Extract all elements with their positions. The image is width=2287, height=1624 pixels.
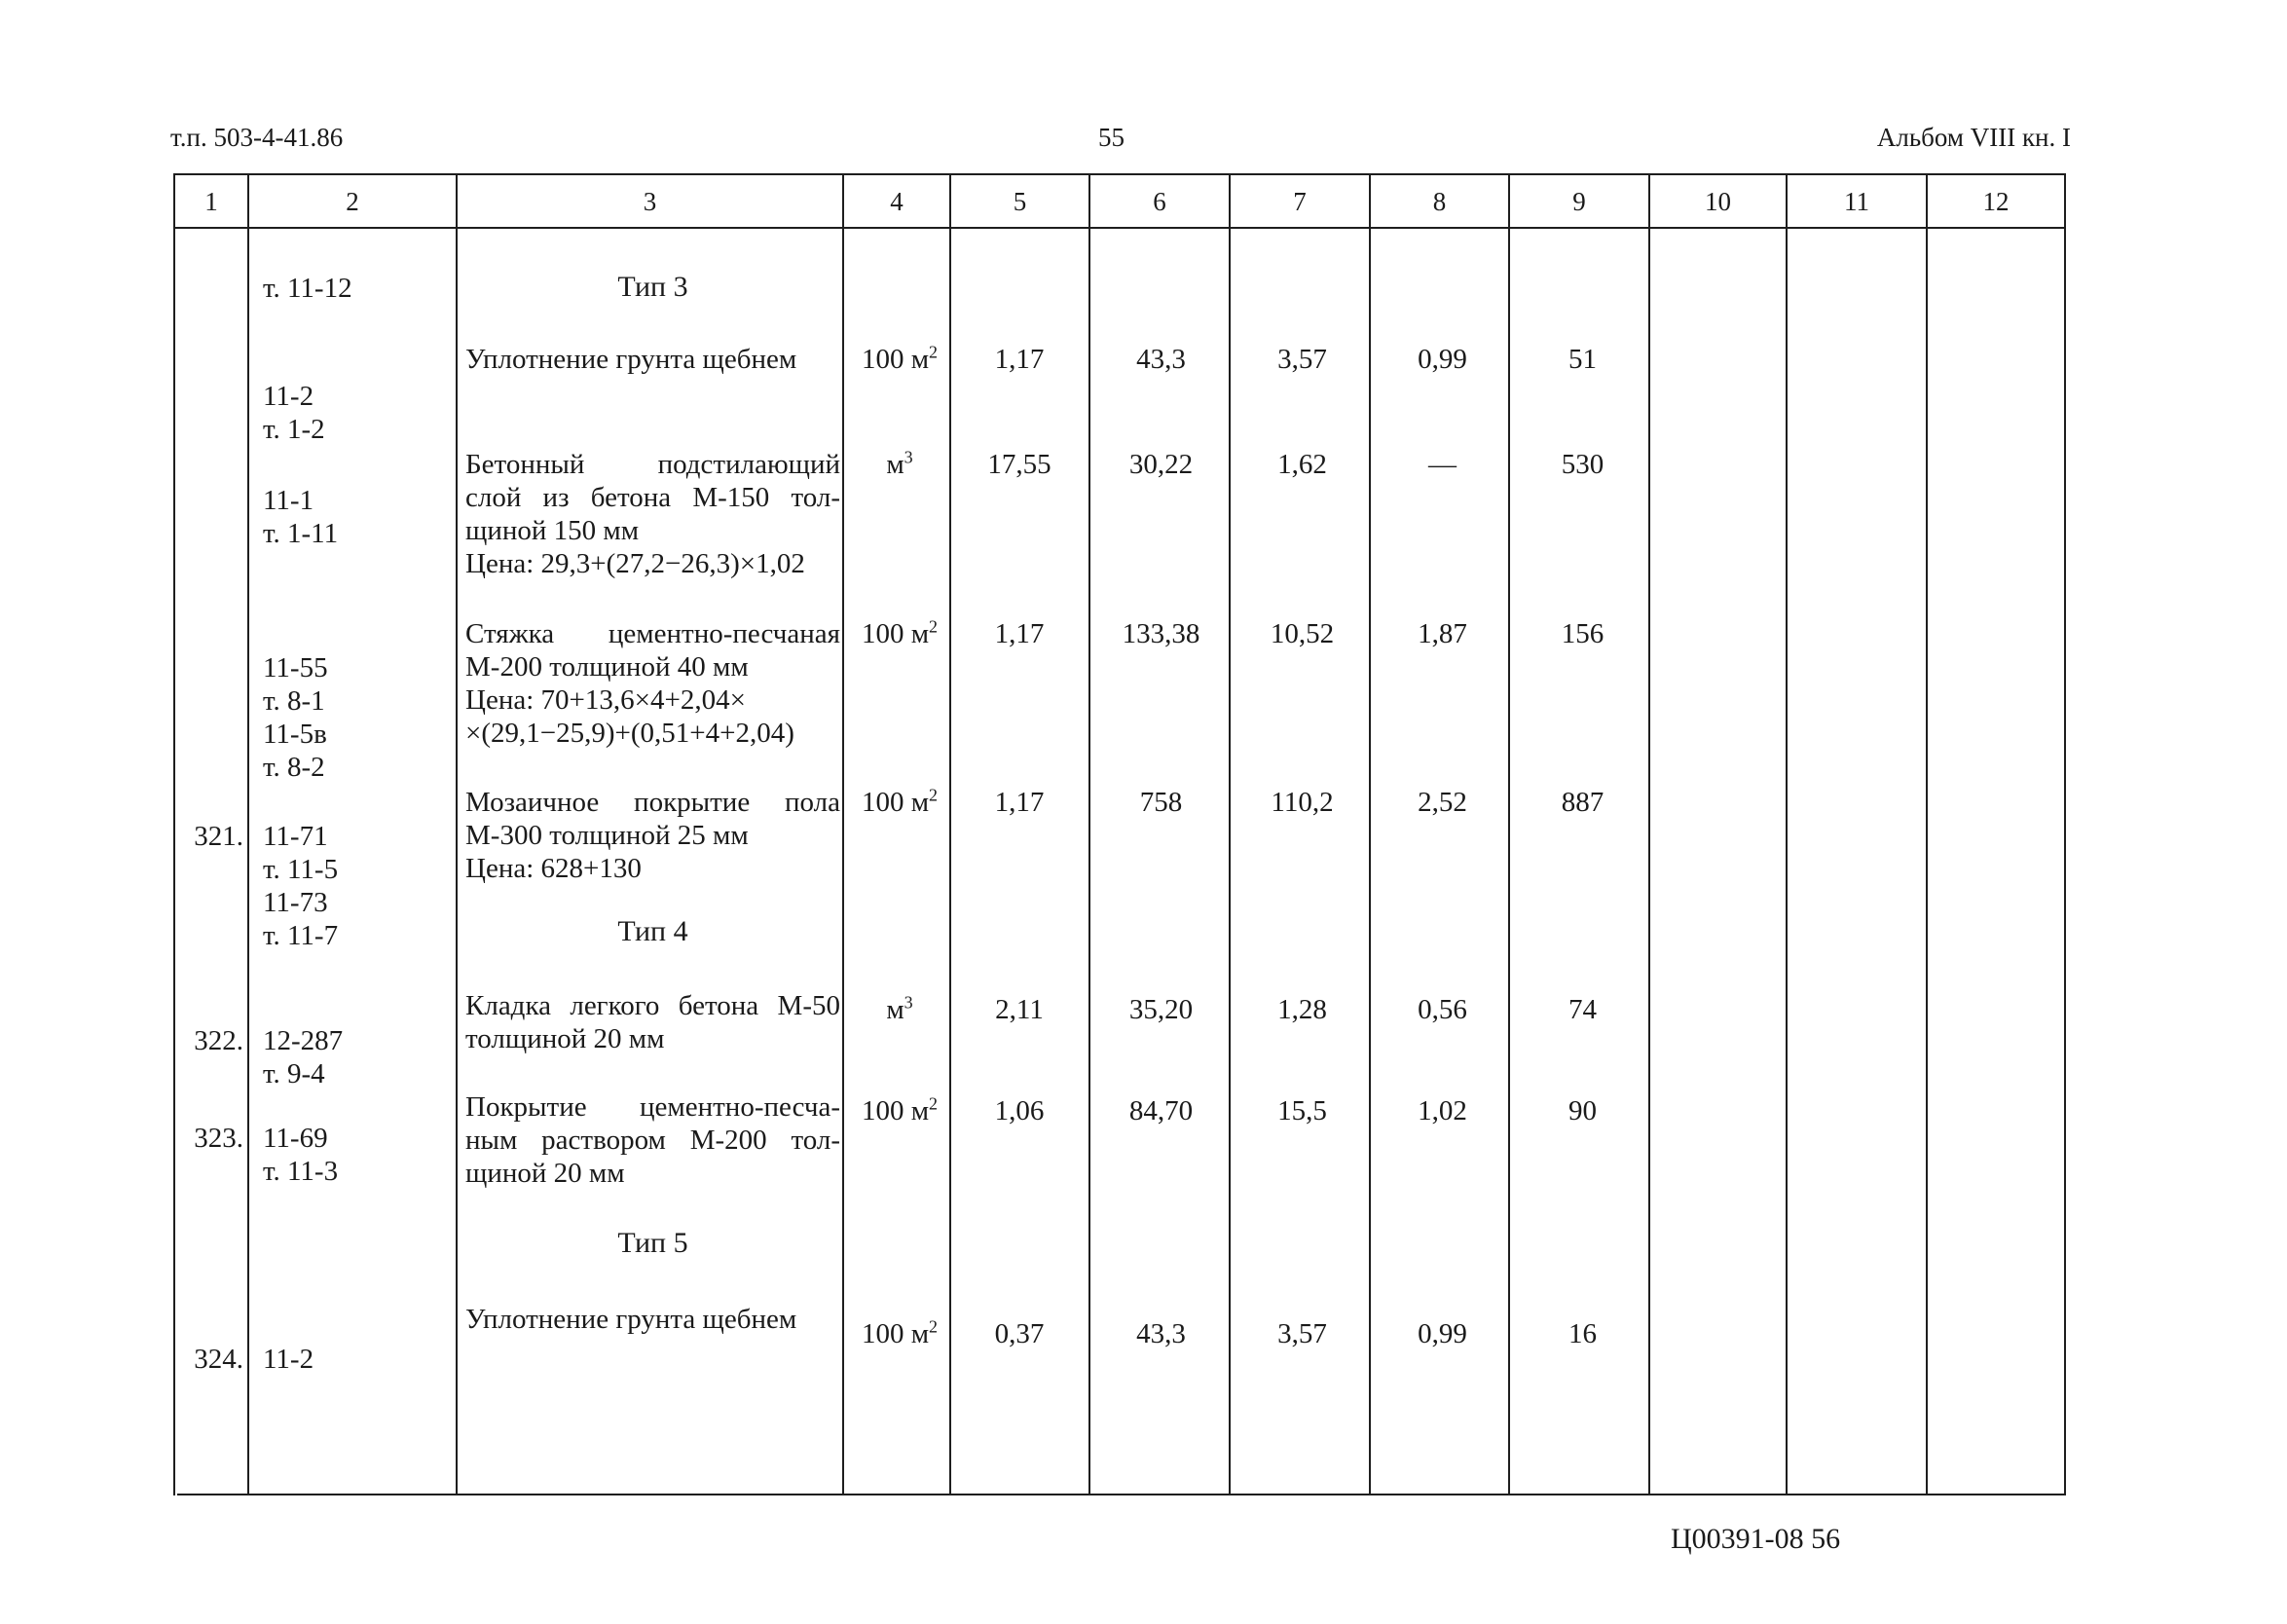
unit: 100 $м^2$ <box>861 616 939 649</box>
value-col9: 887 <box>1561 787 1605 818</box>
work-description: Уплотнение грунта щебнем <box>465 344 797 375</box>
column-line <box>1648 173 1650 1495</box>
column-header: 2 <box>346 187 359 216</box>
column-header: 1 <box>204 187 218 216</box>
column-line <box>1088 173 1090 1495</box>
value-col9: 74 <box>1568 994 1597 1025</box>
work-description: Кладка легкого бетона М-50 толщиной 20 мм <box>465 990 840 1054</box>
norm-reference: 11-71 т. 11-5 11-73 т. 11-7 <box>263 821 339 951</box>
column-line <box>1786 173 1788 1495</box>
norm-reference: 11-69 т. 11-3 <box>263 1123 339 1187</box>
value-col6: 30,22 <box>1128 449 1194 480</box>
page-number: 55 <box>1098 123 1125 152</box>
unit: 100 $м^2$ <box>861 1316 939 1349</box>
value-col5: 17,55 <box>987 449 1051 480</box>
column-header: 12 <box>1982 187 2010 216</box>
section-heading: Тип 5 <box>617 1227 688 1259</box>
value-col5: 0,37 <box>994 1318 1045 1349</box>
row-number: 322. <box>194 1025 243 1056</box>
work-description: Бетонный подстилающий слой из бетона М-150 тол- щиной 150 мм Цена: 29,3+(27,2−26,3)×1,02 <box>465 449 840 579</box>
document-footer-code: Ц00391-08 56 <box>1671 1523 1841 1555</box>
row-number: 324. <box>194 1344 243 1375</box>
row-number: 323. <box>194 1123 243 1154</box>
column-header: 10 <box>1705 187 1731 216</box>
value-col7: 10,52 <box>1270 618 1335 649</box>
value-col7: 1,62 <box>1277 449 1327 480</box>
column-line <box>1508 173 1510 1495</box>
column-line <box>247 173 249 1495</box>
value-col7: 110,2 <box>1271 787 1334 818</box>
value-col6: 43,3 <box>1136 344 1186 375</box>
norm-reference: 11-2 <box>263 1344 314 1375</box>
value-col8: 1,87 <box>1418 618 1467 649</box>
value-col6: 84,70 <box>1128 1095 1194 1126</box>
value-col8: 1,02 <box>1418 1095 1467 1126</box>
value-col5: 1,17 <box>994 344 1045 375</box>
value-col8: — <box>1428 449 1457 480</box>
value-col9: 530 <box>1561 449 1605 480</box>
norm-reference: 12-287 т. 9-4 <box>263 1025 344 1089</box>
value-col9: 90 <box>1568 1095 1597 1126</box>
value-col9: 16 <box>1568 1318 1597 1349</box>
value-col9: 51 <box>1568 344 1597 375</box>
work-description: Покрытие цементно-песча- ным раствором М-200 тол- щиной 20 мм <box>465 1091 840 1189</box>
column-line <box>1926 173 1928 1495</box>
unit: 100 $м^2$ <box>861 342 939 375</box>
value-col7: 3,57 <box>1277 344 1327 375</box>
column-line <box>949 173 951 1495</box>
unit: $м^3$ <box>886 447 913 480</box>
unit: $м^3$ <box>886 992 913 1025</box>
column-line <box>2064 173 2066 1495</box>
column-header: 3 <box>643 187 657 216</box>
norm-reference: 11-2 т. 1-2 <box>263 381 325 445</box>
work-description: Стяжка цементно-песчаная М-200 толщиной 40 мм Цена: 70+13,6×4+2,04× ×(29,1−25,9)+(0,51+4+2,04) <box>465 618 840 749</box>
value-col8: 0,56 <box>1418 994 1467 1025</box>
value-col6: 35,20 <box>1128 994 1194 1025</box>
column-header: 11 <box>1844 187 1869 216</box>
unit: 100 $м^2$ <box>861 785 939 818</box>
column-line <box>173 173 175 1495</box>
value-col7: 1,28 <box>1277 994 1327 1025</box>
value-col8: 0,99 <box>1418 1318 1467 1349</box>
section-heading: Тип 4 <box>617 915 688 947</box>
row-number: 321. <box>194 821 243 852</box>
column-line <box>456 173 458 1495</box>
norm-reference: 11-1 т. 1-11 <box>263 485 339 549</box>
value-col6: 758 <box>1139 787 1183 818</box>
value-col5: 2,11 <box>995 994 1044 1025</box>
value-col5: 1,17 <box>994 787 1045 818</box>
column-header: 5 <box>1013 187 1027 216</box>
column-header: 6 <box>1153 187 1166 216</box>
value-col8: 0,99 <box>1418 344 1467 375</box>
work-description: Уплотнение грунта щебнем <box>465 1304 797 1335</box>
column-header: 7 <box>1293 187 1307 216</box>
value-col5: 1,17 <box>994 618 1045 649</box>
unit: 100 $м^2$ <box>861 1093 939 1126</box>
value-col9: 156 <box>1561 618 1605 649</box>
norm-reference: 11-55 т. 8-1 11-5в т. 8-2 <box>263 652 328 783</box>
value-col6: 43,3 <box>1136 1318 1186 1349</box>
value-col5: 1,06 <box>994 1095 1045 1126</box>
value-col8: 2,52 <box>1418 787 1467 818</box>
column-line <box>842 173 844 1495</box>
table-bottom-border <box>177 1494 2066 1495</box>
column-header: 9 <box>1572 187 1586 216</box>
document-code: т.п. 503-4-41.86 <box>170 123 344 152</box>
type-reference: т. 11-12 <box>263 273 352 304</box>
column-line <box>1369 173 1371 1495</box>
value-col7: 3,57 <box>1277 1318 1327 1349</box>
value-col7: 15,5 <box>1277 1095 1327 1126</box>
album-label: Альбом VIII кн. I <box>1876 123 2071 152</box>
column-header: 4 <box>890 187 904 216</box>
section-heading: Тип 3 <box>617 271 688 303</box>
work-description: Мозаичное покрытие пола М-300 толщиной 25 мм Цена: 628+130 <box>465 787 840 884</box>
column-line <box>1229 173 1231 1495</box>
value-col6: 133,38 <box>1122 618 1200 649</box>
column-header: 8 <box>1432 187 1447 216</box>
